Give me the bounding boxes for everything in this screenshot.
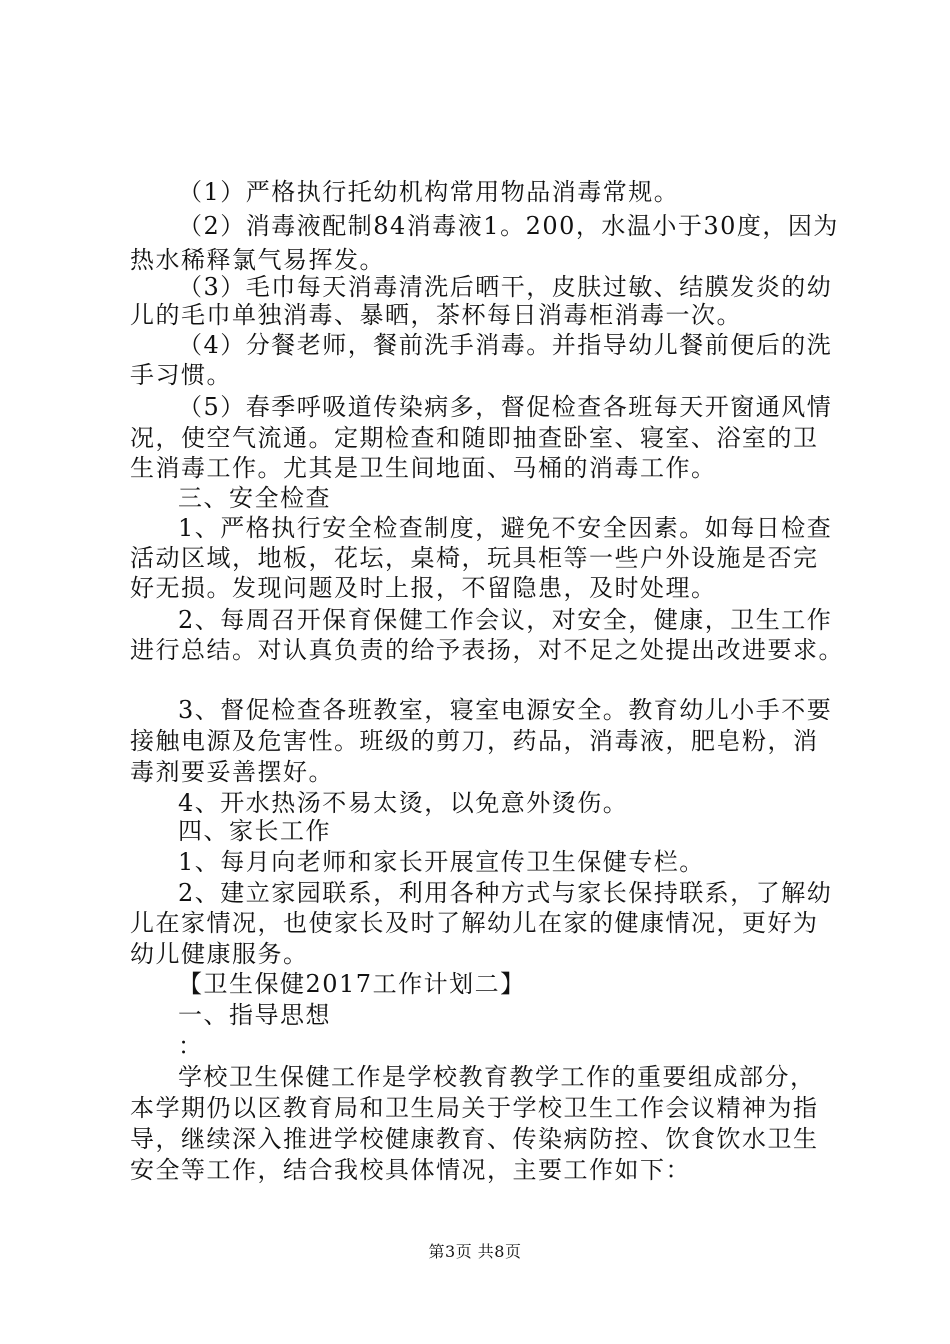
page-footer: 第3页 共8页 — [428, 1242, 522, 1261]
text-line: 生消毒工作。尤其是卫生间地面、马桶的消毒工作。 — [130, 454, 717, 482]
text-line: 儿在家情况，也使家长及时了解幼儿在家的健康情况，更好为 — [130, 909, 819, 937]
text-line: 1、每月向老师和家长开展宣传卫生保健专栏。 — [178, 848, 705, 876]
text-line: 儿的毛巾单独消毒、暴晒，茶杯每日消毒柜消毒一次。 — [130, 301, 742, 329]
text-line: （1）严格执行托幼机构常用物品消毒常规。 — [178, 178, 680, 206]
text-line: 学校卫生保健工作是学校教育教学工作的重要组成部分， — [178, 1063, 816, 1091]
text-line: （3）毛巾每天消毒清洗后晒干，皮肤过敏、结膜发炎的幼 — [178, 273, 833, 301]
text-line: （4）分餐老师，餐前洗手消毒。并指导幼儿餐前便后的洗 — [178, 331, 833, 359]
text-line: 手习惯。 — [130, 361, 232, 389]
text-line: 导，继续深入推进学校健康教育、传染病防控、饮食饮水卫生 — [130, 1125, 819, 1153]
text-line: 接触电源及危害性。班级的剪刀，药品，消毒液，肥皂粉，消 — [130, 727, 819, 755]
text-line: 进行总结。对认真负责的给予表扬，对不足之处提出改进要求。 — [130, 636, 844, 664]
section-heading: 一、指导思想 — [178, 1001, 331, 1029]
text-line: （2）消毒液配制84消毒液1。200，水温小于30度，因为 — [178, 212, 839, 240]
text-line: ： — [178, 1032, 204, 1060]
text-line: 本学期仍以区教育局和卫生局关于学校卫生工作会议精神为指 — [130, 1094, 819, 1122]
text-line: 安全等工作，结合我校具体情况，主要工作如下： — [130, 1156, 691, 1184]
text-line: 热水稀释氯气易挥发。 — [130, 246, 385, 274]
text-line: 活动区域，地板，花坛，桌椅，玩具柜等一些户外设施是否完 — [130, 544, 819, 572]
text-line: 好无损。发现问题及时上报，不留隐患，及时处理。 — [130, 574, 717, 602]
section-heading: 【卫生保健2017工作计划二】 — [178, 970, 526, 998]
text-line: 况，使空气流通。定期检查和随即抽查卧室、寝室、浴室的卫 — [130, 424, 819, 452]
text-line: 1、严格执行安全检查制度，避免不安全因素。如每日检查 — [178, 514, 833, 542]
text-line: （5）春季呼吸道传染病多，督促检查各班每天开窗通风情 — [178, 393, 833, 421]
text-line: 4、开水热汤不易太烫，以免意外烫伤。 — [178, 789, 629, 817]
text-line: 2、建立家园联系，利用各种方式与家长保持联系，了解幼 — [178, 879, 833, 907]
section-heading: 四、家长工作 — [178, 817, 331, 845]
text-line: 幼儿健康服务。 — [130, 940, 309, 968]
text-line: 毒剂要妥善摆好。 — [130, 758, 334, 786]
section-heading: 三、安全检查 — [178, 484, 331, 512]
text-line: 3、督促检查各班教室，寝室电源安全。教育幼儿小手不要 — [178, 696, 833, 724]
text-line: 2、每周召开保育保健工作会议，对安全，健康，卫生工作 — [178, 606, 833, 634]
